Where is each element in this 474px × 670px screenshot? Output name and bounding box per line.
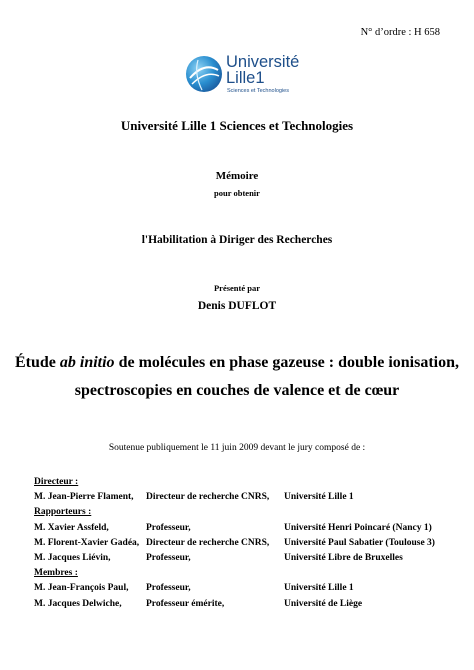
jury-name: M. Jacques Liévin, [34,552,111,563]
pour-obtenir-text: pour obtenir [214,188,260,198]
title-italic: ab initio [59,354,115,371]
jury-name: M. Jean-Pierre Flament, [34,492,134,503]
institution-name: Université Lille 1 Sciences et Technologies [120,118,354,133]
university-logo [184,52,304,96]
jury-affiliation: Université Libre de Bruxelles [284,552,403,563]
order-number: N° d’ordre : H 658 [360,27,440,38]
jury-role: Directeur de recherche CNRS, [146,537,270,548]
thesis-title-line1 [0,354,474,372]
jury-row [34,521,454,536]
jury-row [34,551,454,566]
jury-name: M. Florent-Xavier Gadéa, [34,537,140,548]
jury-role: Directeur de recherche CNRS, [146,492,270,503]
directeur-heading: Directeur : [34,477,79,487]
title-line1-rest: de molécules en phase gazeuse : double ionisation, [114,354,460,371]
logo-text-lille: Lille1 [226,69,265,87]
thesis-title-line2: spectroscopies en couches de valence et de cœur [74,382,400,399]
jury-affiliation: Université de Liège [284,598,363,609]
title-prefix: Étude [14,354,60,371]
jury-affiliation: Université Henri Poincaré (Nancy 1) [284,522,432,533]
logo-text-subtitle: Sciences et Technologies [227,88,289,94]
membres-heading: Membres : [34,568,78,579]
jury-row [34,490,454,505]
jury-role: Professeur, [146,552,191,563]
author-name: Denis DUFLOT [197,300,277,312]
rapporteurs-heading: Rapporteurs : [34,507,92,518]
document-type: Mémoire [215,170,259,182]
jury-name: M. Jean-François Paul, [34,583,129,594]
jury-list [34,475,454,612]
jury-role: Professeur, [146,522,191,533]
logo-text-universite: Université [226,53,300,71]
jury-name: M. Jacques Delwiche, [34,598,122,609]
jury-row [34,597,454,612]
jury-name: M. Xavier Assfeld, [34,522,109,533]
globe-logo-icon [184,54,224,94]
jury-affiliation: Université Lille 1 [284,583,354,594]
jury-role: Professeur, [146,583,191,594]
jury-role: Professeur émérite, [146,598,225,609]
degree-name: l'Habilitation à Diriger des Recherches [141,234,333,246]
jury-affiliation: Université Lille 1 [284,492,354,503]
jury-row [34,581,454,596]
jury-row [34,536,454,551]
defense-statement: Soutenue publiquement le 11 juin 2009 devant le jury composé de : [108,443,366,453]
presented-by-label: Présenté par [213,283,261,293]
jury-affiliation: Université Paul Sabatier (Toulouse 3) [284,537,435,548]
